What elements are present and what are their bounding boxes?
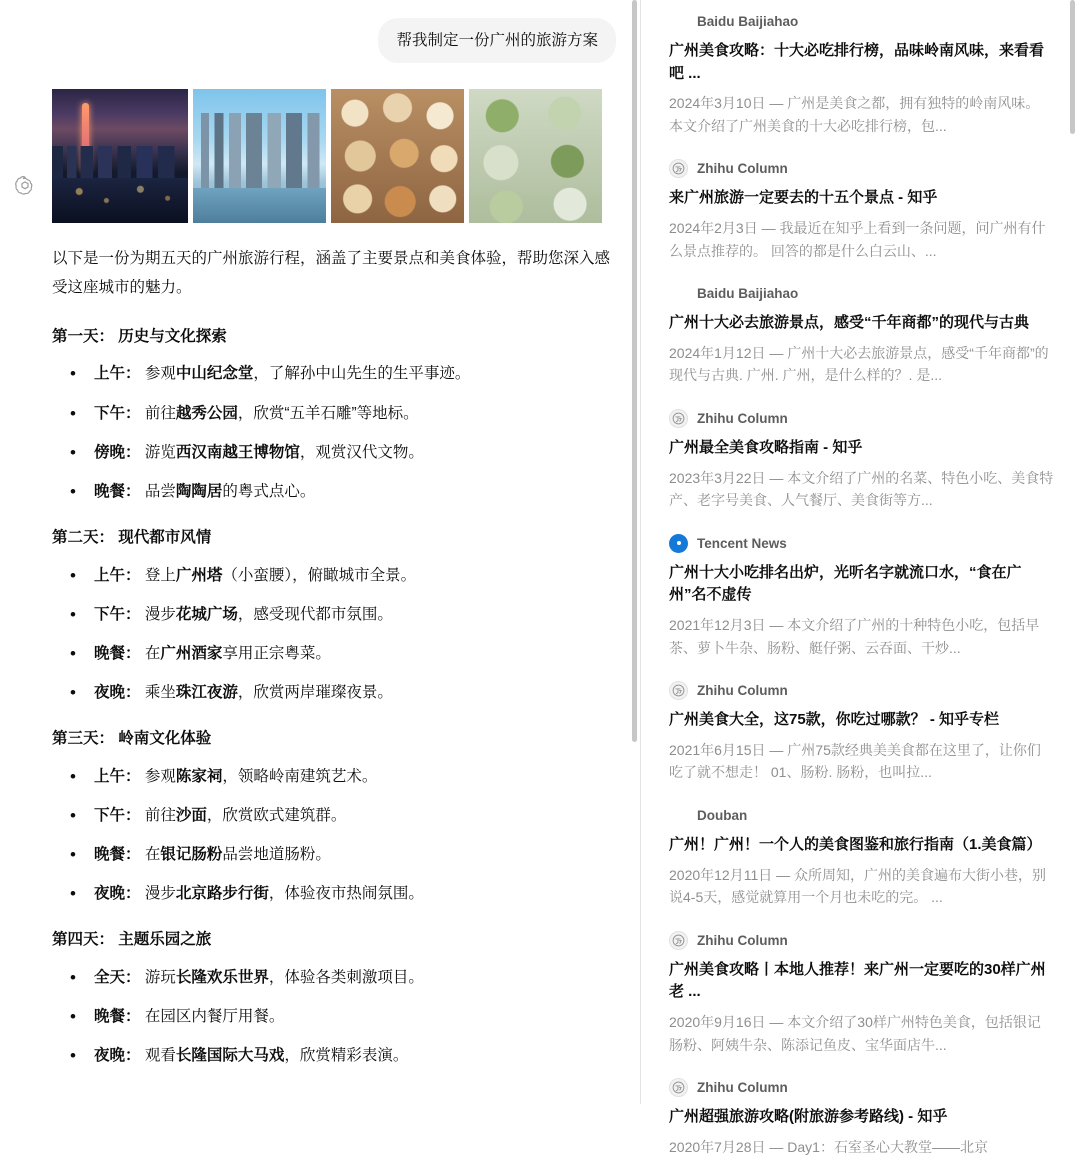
user-message-row [24,18,616,63]
chat-scrollbar-thumb[interactable] [632,0,637,742]
item-text-pre: 前往 [144,404,176,422]
source-header [669,12,1054,31]
item-text-pre: 游玩 [144,969,176,987]
assistant-answer [52,89,616,1082]
item-highlight: 珠江夜游 [175,683,238,701]
list-item [70,965,616,990]
source-site-name: Zhihu Column [697,683,788,699]
item-text-pre: 漫步 [144,885,176,903]
item-label: 夜晚： [94,885,141,903]
source-snippet: 2020年12月11日 — 众所周知，广州的美食遍布大街小巷，别说4-5天，感觉就算用一个月也未吃的完。 ... [669,866,1047,906]
item-text-post: （小蛮腰），俯瞰城市全景。 [222,566,417,584]
item-label: 晚餐： [94,482,141,500]
item-highlight: 沙面 [175,806,207,824]
item-label: 上午： [94,566,141,584]
source-site-name: Tencent News [697,535,787,551]
tencent-favicon-icon [669,534,688,553]
zhihu-favicon-icon [669,931,688,950]
item-text-pre: 登上 [144,566,176,584]
sources-scrollbar-thumb[interactable] [1070,0,1075,134]
source-site-name: Baidu Baijiahao [697,14,799,29]
source-item[interactable] [669,675,1054,800]
item-highlight: 广州酒家 [160,644,223,662]
source-site-name: Zhihu Column [697,932,788,948]
day-heading: 第二天： 现代都市风情 [52,528,212,546]
source-site-name: Douban [697,808,748,824]
source-header [669,284,1054,303]
list-item [70,563,616,588]
item-highlight: 广州塔 [175,566,223,584]
day-item-list [52,563,616,705]
blank-favicon-icon [669,284,688,303]
source-title-link[interactable]: 广州十大必去旅游景点，感受“千年商都”的现代与古典 [669,314,1030,332]
item-text-pre: 在园区内餐厅用餐。 [144,1008,285,1026]
item-text-pre: 前往 [144,806,176,824]
item-text-post: 品尝地道肠粉。 [222,846,331,864]
day-item-list [52,965,616,1068]
zhihu-favicon-icon [669,159,688,178]
item-text-post: ，领略岭南建筑艺术。 [222,767,378,785]
source-title-link[interactable]: 来广州旅游一定要去的十五个景点 - 知乎 [669,189,938,207]
user-message-bubble[interactable]: 帮我制定一份广州的旅游方案 [378,18,616,63]
item-text-post: ，欣赏两岸璀璨夜景。 [237,683,393,701]
item-label: 夜晚： [94,1047,141,1065]
item-label: 傍晚： [94,443,141,461]
source-item[interactable] [669,6,1054,153]
source-snippet: 2021年12月3日 — 本文介绍了广州的十种特色小吃，包括早茶、萝卜牛杂、肠粉、艇仔粥、云吞面、干炒... [669,616,1040,656]
source-title-link[interactable]: 广州最全美食攻略指南 - 知乎 [669,439,863,457]
source-header [669,409,1054,428]
item-text-post: ，体验夜市热闹氛围。 [268,885,424,903]
list-item [70,641,616,666]
item-text-pre: 参观 [144,365,176,383]
blank-favicon-icon [669,806,688,825]
item-label: 夜晚： [94,683,141,701]
blank-favicon-icon [669,12,688,31]
source-item[interactable] [669,925,1054,1072]
image-guangzhou-skyline-day[interactable] [193,89,326,223]
source-snippet: 2024年1月12日 — 广州十大必去旅游景点，感受“千年商都”的现代与古典. 广州. 广州，是什么样的？. 是... [669,344,1049,384]
list-item [70,1043,616,1068]
item-text-pre: 在 [144,644,161,662]
item-label: 下午： [94,806,141,824]
source-item[interactable] [669,800,1054,925]
item-highlight: 北京路步行街 [175,885,269,903]
item-label: 晚餐： [94,846,141,864]
list-item [70,401,616,426]
source-site-name: Zhihu Column [697,411,788,427]
source-site-name: Zhihu Column [697,1080,788,1096]
source-title-link[interactable]: 广州！广州！一个人的美食图鉴和旅行指南（1.美食篇） [669,836,1042,854]
list-item [70,680,616,705]
day-heading: 第四天： 主题乐园之旅 [52,931,212,949]
item-text-post: ，观赏汉代文物。 [299,443,424,461]
item-label: 上午： [94,767,141,785]
item-text-pre: 乘坐 [144,683,176,701]
assistant-message-row [24,89,616,1082]
source-item[interactable] [669,153,1054,278]
image-cantonese-dishes[interactable] [469,89,602,223]
item-text-post: ，体验各类刺激项目。 [268,969,424,987]
source-header [669,1078,1054,1097]
item-text-post: ，了解孙中山先生的生平事迹。 [253,365,471,383]
sources-panel [641,0,1080,1155]
source-snippet: 2021年6月15日 — 广州75款经典美美食都在这里了，让你们吃了就不想走！ 01、肠粉. 肠粉，也叫拉... [669,741,1041,781]
item-text-pre: 品尝 [144,482,176,500]
list-item [70,803,616,828]
source-header [669,931,1054,950]
list-item [70,361,616,386]
source-site-name: Baidu Baijiahao [697,286,799,302]
source-snippet: 2024年3月10日 — 广州是美食之都，拥有独特的岭南风味。 本文介绍了广州美食的十大必吃排行榜，包... [669,95,1040,134]
item-text-post: ，欣赏“五羊石雕”等地标。 [237,404,419,422]
day-heading: 第三天： 岭南文化体验 [52,730,212,748]
source-title-link[interactable]: 广州十大小吃排名出炉，光听名字就流口水，“食在广州”名不虚传 [669,563,1022,604]
zhihu-favicon-icon [669,1078,688,1097]
item-text-pre: 观看 [144,1047,176,1065]
item-label: 上午： [94,365,141,383]
item-highlight: 陈家祠 [175,767,223,785]
list-item [70,602,616,627]
item-label: 下午： [94,605,141,623]
item-label: 全天： [94,969,141,987]
sources-scrollbar[interactable] [1070,0,1075,1104]
list-item [70,881,616,906]
item-highlight: 越秀公园 [175,404,238,422]
item-highlight: 陶陶居 [175,482,223,500]
item-highlight: 中山纪念堂 [175,365,254,383]
list-item [70,479,616,504]
day-item-list [52,764,616,906]
source-snippet: 2020年7月28日 — Day1：石室圣心大教堂——北京 [669,1138,988,1155]
item-highlight: 长隆欢乐世界 [175,969,269,987]
image-canton-tower-night[interactable] [52,89,188,223]
source-snippet: 2023年3月22日 — 本文介绍了广州的名菜、特色小吃、美食特产、老字号美食、人气餐厅、美食街等方... [669,469,1054,509]
item-text-post: 享用正宗粤菜。 [222,644,331,662]
source-header [669,806,1054,825]
source-title-link[interactable]: 广州美食大全，这75款，你吃过哪款？ - 知乎专栏 [669,711,1000,729]
image-strip [52,89,616,223]
item-text-post: ，欣赏欧式建筑群。 [206,806,347,824]
day-item-list [52,361,616,503]
item-label: 晚餐： [94,1008,141,1026]
item-text-post: ，感受现代都市氛围。 [237,605,393,623]
source-item[interactable] [669,403,1054,528]
source-title-link[interactable]: 广州超强旅游攻略(附旅游参考路线) - 知乎 [669,1108,948,1126]
day-heading: 第一天： 历史与文化探索 [52,327,227,345]
image-dim-sum-spread[interactable] [331,89,464,223]
item-highlight: 银记肠粉 [160,846,223,864]
item-text-post: ，欣赏精彩表演。 [284,1047,409,1065]
item-label: 晚餐： [94,644,141,662]
item-label: 下午： [94,404,141,422]
source-header [669,534,1054,553]
chat-scrollbar[interactable] [632,0,637,1104]
source-header [669,159,1054,178]
source-snippet: 2020年9月16日 — 本文介绍了30样广州特色美食，包括银记肠粉、阿姨牛杂、陈添记鱼皮、宝华面店牛... [669,1013,1041,1053]
zhihu-favicon-icon [669,409,688,428]
answer-intro-paragraph: 以下是一份为期五天的广州旅游行程，涵盖了主要景点和美食体验，帮助您深入感受这座城市的魅力。 [52,250,611,296]
sources-list [669,0,1054,1174]
item-text-pre: 漫步 [144,605,176,623]
item-text-post: 的粤式点心。 [222,482,316,500]
list-item [70,440,616,465]
list-item [70,842,616,867]
item-highlight: 西汉南越王博物馆 [175,443,300,461]
source-item[interactable] [669,1072,1054,1174]
source-title-link[interactable]: 广州美食攻略丨本地人推荐！来广州一定要吃的30样广州老 ... [669,960,1046,1001]
source-title-link[interactable]: 广州美食攻略：十大必吃排行榜，品味岭南风味，来看看吧 ... [669,42,1045,82]
source-site-name: Zhihu Column [697,161,788,177]
item-highlight: 长隆国际大马戏 [175,1047,285,1065]
list-item [70,764,616,789]
source-header [669,681,1054,700]
item-text-pre: 参观 [144,767,176,785]
item-text-pre: 游览 [144,443,176,461]
item-highlight: 花城广场 [175,605,238,623]
source-item[interactable] [669,278,1054,403]
source-item[interactable] [669,528,1054,675]
assistant-avatar-icon [12,173,38,199]
source-snippet: 2024年2月3日 — 我最近在知乎上看到一条问题，问广州有什么景点推荐的。 回答的都是什么白云山、... [669,219,1046,259]
list-item [70,1004,616,1029]
item-text-pre: 在 [144,846,161,864]
zhihu-favicon-icon [669,681,688,700]
